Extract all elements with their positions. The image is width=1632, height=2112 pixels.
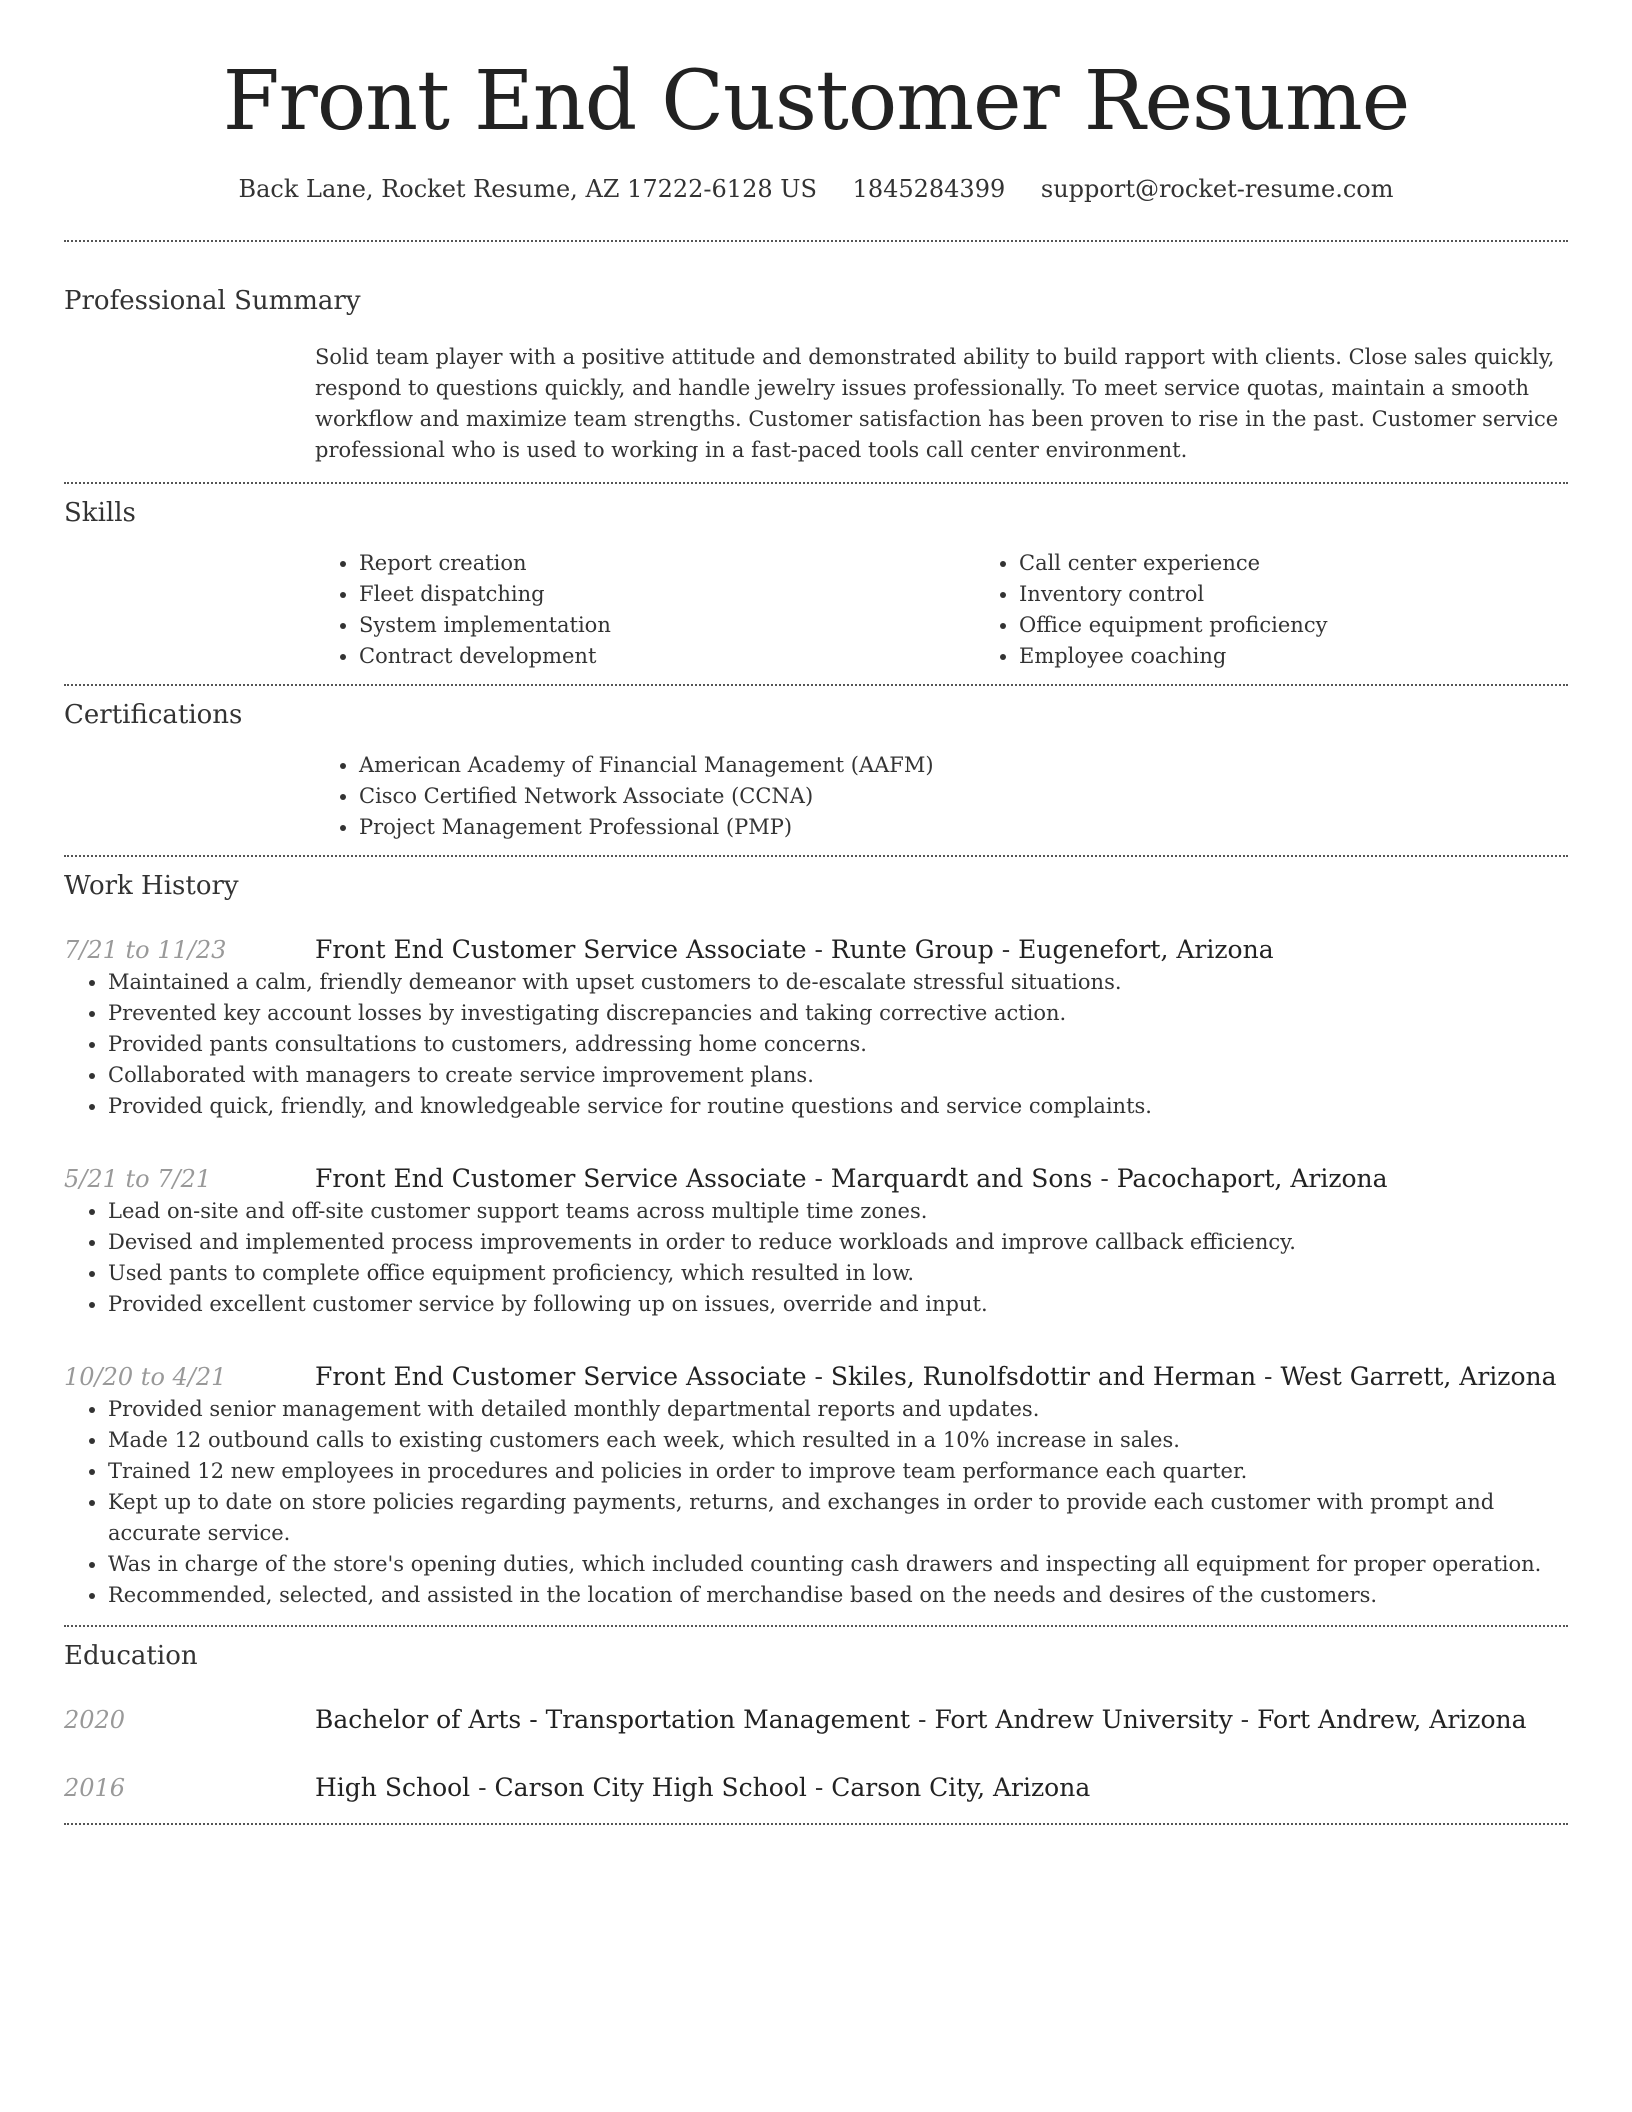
separator: - xyxy=(806,1164,831,1193)
skill-item: • Call center experience xyxy=(1019,548,1632,579)
job-location: West Garrett, Arizona xyxy=(1280,1362,1557,1391)
skill-item: • System implementation xyxy=(359,610,975,641)
skill-item: • Inventory control xyxy=(1019,579,1632,610)
resume-header xyxy=(64,0,1568,206)
skills-section xyxy=(64,484,1568,672)
candidate-name: Front End Customer Resume xyxy=(222,54,1410,149)
summary-section xyxy=(64,242,1568,466)
job-dates: 5/21 to 7/21 xyxy=(64,1165,212,1193)
education-location: Carson City, Arizona xyxy=(831,1773,1091,1802)
job-bullet: • Lead on-site and off-site customer support teams across multiple time zones. xyxy=(108,1196,1568,1227)
job-dates: 10/20 to 4/21 xyxy=(64,1363,227,1391)
contact-email: support@rocket-resume.com xyxy=(1040,175,1394,203)
separator: - xyxy=(993,935,1019,964)
job-entry xyxy=(64,1360,1568,1611)
job-title-line xyxy=(315,1360,1557,1394)
education-line xyxy=(315,1703,1527,1737)
job-bullet: • Provided excellent customer service by following up on issues, override and input. xyxy=(108,1289,1568,1320)
summary-text: Solid team player with a positive attitude and demonstrated ability to build rapport with clients. Close sales quickly, respond to questions quickly, and handle jewelry issues professionally. To meet service quotas, maintain a smooth workflow and maximize team strengths. Customer satisfaction has been proven to rise in the past. Customer service professional who is used to working in a fast-paced tools call center environment. xyxy=(315,345,1559,462)
separator: - xyxy=(1092,1164,1117,1193)
job-header xyxy=(64,1162,1568,1196)
certifications-list xyxy=(315,750,1568,843)
skills-heading: Skills xyxy=(64,498,136,528)
skill-item: • Employee coaching xyxy=(1019,641,1632,672)
job-dates: 7/21 to 11/23 xyxy=(64,936,227,964)
certification-item: • Cisco Certified Network Associate (CCNA) xyxy=(359,781,1568,812)
job-bullet: • Kept up to date on store policies regarding payments, returns, and exchanges in order to provide each customer with prompt and accurate service. xyxy=(108,1487,1568,1549)
job-bullet: • Provided pants consultations to customers, addressing home concerns. xyxy=(108,1029,1568,1060)
contact-phone: 1845284399 xyxy=(852,175,1006,203)
job-title-line xyxy=(315,1162,1388,1196)
certification-item: • Project Management Professional (PMP) xyxy=(359,812,1568,843)
education-entry xyxy=(64,1703,1568,1737)
job-bullet: • Made 12 outbound calls to existing customers each week, which resulted in a 10% increase in sales. xyxy=(108,1425,1568,1456)
separator: - xyxy=(806,935,831,964)
skill-item: • Contract development xyxy=(359,641,975,672)
certification-item: • American Academy of Financial Management (AAFM) xyxy=(359,750,1568,781)
education-location: Fort Andrew, Arizona xyxy=(1257,1705,1527,1734)
summary-heading: Professional Summary xyxy=(64,286,361,316)
education-school: Carson City High School xyxy=(494,1773,807,1802)
education-line xyxy=(315,1771,1090,1805)
job-bullet: • Maintained a calm, friendly demeanor with upset customers to de-escalate stressful situations. xyxy=(108,967,1568,998)
job-entry xyxy=(64,1162,1568,1320)
separator: - xyxy=(1256,1362,1281,1391)
certifications-list-wrap xyxy=(315,750,1568,843)
job-bullet: • Devised and implemented process improvements in order to reduce workloads and improve callback efficiency. xyxy=(108,1227,1568,1258)
spacer xyxy=(64,1805,1568,1823)
job-bullet: • Used pants to complete office equipment proficiency, which resulted in low. xyxy=(108,1258,1568,1289)
skills-right-list xyxy=(975,548,1632,672)
job-company: Skiles, Runolfsdottir and Herman xyxy=(830,1362,1257,1391)
separator: - xyxy=(806,1773,832,1802)
job-header xyxy=(64,933,1568,967)
divider xyxy=(64,1823,1568,1825)
separator: - xyxy=(806,1362,831,1391)
job-role: Front End Customer Service Associate xyxy=(315,1362,807,1391)
work-history-section xyxy=(64,857,1568,1625)
education-year: 2016 xyxy=(64,1774,126,1802)
job-location: Pacochaport, Arizona xyxy=(1116,1164,1388,1193)
education-year: 2020 xyxy=(64,1706,126,1734)
education-heading: Education xyxy=(64,1641,198,1671)
education-school: Fort Andrew University xyxy=(934,1705,1233,1734)
job-entry xyxy=(64,933,1568,1122)
separator: - xyxy=(470,1773,495,1802)
skill-item: • Report creation xyxy=(359,548,975,579)
skill-item: • Office equipment proficiency xyxy=(1019,610,1632,641)
skills-grid xyxy=(315,548,1568,672)
job-company: Runte Group xyxy=(830,935,994,964)
contact-line xyxy=(64,172,1568,206)
separator: - xyxy=(1232,1705,1258,1734)
education-entry xyxy=(64,1771,1568,1805)
contact-address: Back Lane, Rocket Resume, AZ 17222-6128 US xyxy=(238,175,817,203)
job-location: Eugenefort, Arizona xyxy=(1018,935,1274,964)
job-bullet: • Trained 12 new employees in procedures and policies in order to improve team performance each quarter. xyxy=(108,1456,1568,1487)
job-bullet: • Provided quick, friendly, and knowledgeable service for routine questions and service complaints. xyxy=(108,1091,1568,1122)
separator: - xyxy=(910,1705,935,1734)
job-header xyxy=(64,1360,1568,1394)
education-degree: Bachelor of Arts - Transportation Management xyxy=(315,1705,911,1734)
job-bullet: • Provided senior management with detailed monthly departmental reports and updates. xyxy=(108,1394,1568,1425)
job-company: Marquardt and Sons xyxy=(830,1164,1093,1193)
job-bullets xyxy=(64,967,1568,1122)
spacer xyxy=(64,1611,1568,1625)
job-bullet: • Recommended, selected, and assisted in the location of merchandise based on the needs and desires of the customers. xyxy=(108,1580,1568,1611)
job-bullets xyxy=(64,1196,1568,1320)
job-bullet: • Collaborated with managers to create service improvement plans. xyxy=(108,1060,1568,1091)
education-degree: High School xyxy=(315,1773,471,1802)
job-role: Front End Customer Service Associate xyxy=(315,935,807,964)
certifications-section xyxy=(64,686,1568,843)
work-history-heading: Work History xyxy=(64,871,239,901)
education-section xyxy=(64,1627,1568,1823)
job-title-line xyxy=(315,933,1274,967)
job-bullet: • Was in charge of the store's opening duties, which included counting cash drawers and inspecting all equipment for proper operation. xyxy=(108,1549,1568,1580)
skills-left-list xyxy=(315,548,975,672)
job-bullets xyxy=(64,1394,1568,1611)
job-role: Front End Customer Service Associate xyxy=(315,1164,807,1193)
certifications-heading: Certifications xyxy=(64,700,243,730)
skill-item: • Fleet dispatching xyxy=(359,579,975,610)
job-bullet: • Prevented key account losses by investigating discrepancies and taking corrective action. xyxy=(108,998,1568,1029)
